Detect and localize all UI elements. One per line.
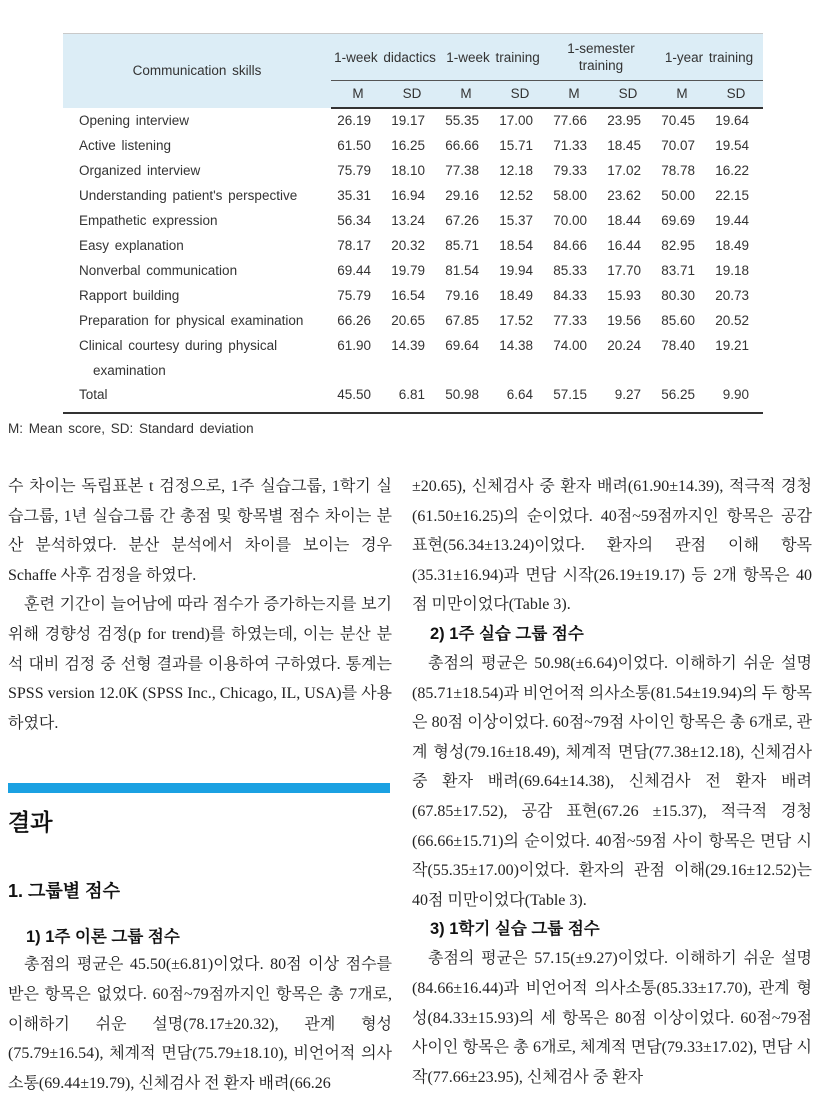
cell-value: 58.00 [553,187,587,203]
cell-value: 79.33 [553,162,587,178]
section-heading: 1. 그룹별 점수 [8,881,120,902]
subheader-sd: SD [601,81,655,108]
cell-value: 17.52 [499,312,533,328]
cell-value: 79.16 [445,287,479,303]
cell-value: 84.66 [553,237,587,253]
cell-value: 61.50 [337,137,371,153]
cell-value: 78.78 [661,162,695,178]
cell-value: 18.49 [499,287,533,303]
cell-value: 78.40 [661,337,695,353]
cell-value: 56.34 [337,212,371,228]
row-label: Active listening [79,137,172,153]
column-header-group: 1-week training [439,34,547,81]
table-total-row [63,383,763,413]
row-label: Empathetic expression [79,212,218,228]
cell-value: 77.38 [445,162,479,178]
cell-value: 9.27 [601,383,655,413]
row-label: Clinical courtesy during physical examination [79,337,278,378]
cell-value: 12.18 [499,162,533,178]
subsection-heading: 1) 1주 이론 그룹 점수 [26,928,180,947]
cell-value: 75.79 [337,287,371,303]
subheader-sd: SD [709,81,763,108]
table-body [63,108,763,413]
cell-value: 18.10 [391,162,425,178]
cell-value: 78.17 [337,237,371,253]
cell-value: 17.00 [499,113,533,128]
cell-value: 15.71 [499,137,533,153]
cell-value: 19.54 [715,137,749,153]
results-heading: 결과 [8,809,53,836]
cell-value: 19.21 [715,337,749,353]
cell-value: 70.07 [661,137,695,153]
cell-value: 69.69 [661,212,695,228]
cell-value: 9.90 [709,383,763,413]
table-row [63,108,763,133]
cell-value: 81.54 [445,262,479,278]
cell-value: 67.85 [445,312,479,328]
cell-value: 26.19 [337,113,371,128]
cell-value: 19.64 [715,113,749,128]
cell-value: 19.94 [499,262,533,278]
cell-value: 16.25 [391,137,425,153]
cell-value: 18.45 [607,137,641,153]
table-row [63,208,763,233]
cell-value: 18.44 [607,212,641,228]
cell-value: 15.37 [499,212,533,228]
table-row [63,183,763,208]
subheader-mean: M [547,81,601,108]
cell-value: 84.33 [553,287,587,303]
cell-value: 85.71 [445,237,479,253]
cell-value: 77.33 [553,312,587,328]
row-label: Easy explanation [79,237,184,253]
cell-value: 23.62 [607,187,641,203]
cell-value: 66.66 [445,137,479,153]
cell-value: 6.81 [385,383,439,413]
cell-value: 6.64 [493,383,547,413]
table-row [63,158,763,183]
body-paragraph: ±20.65), 신체검사 중 환자 배려(61.90±14.39), 적극적 경청(61.50±16.25)의 순이었다. 40점~59점까지인 항목은 공감 표현(56.34±13.24)이었다. 환자의 관점 이해 항목(35.31±16.94)과 면담 시작(26.19±19.17) 등 2개 항목은 40점 미만이었다(Table 3). [412,478,812,614]
cell-value: 16.94 [391,187,425,203]
body-paragraph: 훈련 기간이 늘어남에 따라 점수가 증가하는지를 보기 위해 경향성 검정(p for trend)를 하였는데, 이는 분산 분석 대비 검정 중 선형 결과를 이용하여 구하였다. 통계는 SPSS version 12.0K (SPSS Inc., Chicago, IL, USA)를 사용하였다. [8,596,392,732]
cell-value: 74.00 [553,337,587,353]
cell-value: 14.38 [499,337,533,353]
cell-value: 77.66 [553,113,587,128]
section-divider-bar [8,783,390,793]
row-label: Preparation for physical examination [79,312,304,328]
body-paragraph: 총점의 평균은 57.15(±9.27)이었다. 이해하기 쉬운 설명(84.66±16.44)과 비언어적 의사소통(85.33±17.70), 관계 형성(84.33±15.93)의 세 항목은 80점 이상이었다. 60점~79점 사이인 항목은 총 6개로, 체계적 면담(79.33±17.02), 면담 시작(77.66±23.95), 신체검사 중 환자 [412,950,812,1086]
cell-value: 69.64 [445,337,479,353]
article-right-column [412,472,812,1106]
cell-value: 56.25 [655,383,709,413]
cell-value: 20.32 [391,237,425,253]
cell-value: 16.22 [715,162,749,178]
body-paragraph: 수 차이는 독립표본 t 검정으로, 1주 실습그룹, 1학기 실습그룹, 1년 실습그룹 간 총점 및 항목별 점수 차이는 분산 분석하였다. 분산 분석에서 차이를 보이는 경우 Schaffe 사후 검정을 하였다. [8,478,392,584]
cell-value: 80.30 [661,287,695,303]
subheader-sd: SD [493,81,547,108]
cell-value: 17.70 [607,262,641,278]
row-label: Organized interview [79,162,201,178]
cell-value: 71.33 [553,137,587,153]
cell-value: 29.16 [445,187,479,203]
column-header-skills: Communication skills [63,34,331,108]
table-row [63,283,763,308]
cell-value: 12.52 [499,187,533,203]
cell-value: 18.49 [715,237,749,253]
subsection-heading: 3) 1학기 실습 그룹 점수 [430,920,600,939]
cell-value: 35.31 [337,187,371,203]
row-label: Understanding patient's perspective [79,187,298,203]
table-header [63,34,763,108]
column-header-group: 1-year training [655,34,763,81]
table-row [63,308,763,333]
cell-value: 85.33 [553,262,587,278]
cell-value: 13.24 [391,212,425,228]
subheader-mean: M [655,81,709,108]
cell-value: 16.44 [607,237,641,253]
cell-value: 20.24 [607,337,641,353]
cell-value: 50.00 [661,187,695,203]
cell-value: 67.26 [445,212,479,228]
cell-value: 85.60 [661,312,695,328]
subheader-mean: M [439,81,493,108]
cell-value: 22.15 [715,187,749,203]
cell-value: 16.54 [391,287,425,303]
cell-value: 20.52 [715,312,749,328]
row-label: Opening interview [79,112,190,128]
cell-value: 19.17 [391,113,425,128]
table-row [63,233,763,258]
cell-value: 61.90 [337,337,371,353]
cell-value: 15.93 [607,287,641,303]
scores-table-container [63,33,763,414]
cell-value: 19.79 [391,262,425,278]
column-header-group: 1-semester training [547,34,655,81]
row-label: Nonverbal communication [79,262,238,278]
cell-value: 70.45 [661,113,695,128]
cell-value: 19.18 [715,262,749,278]
table-row [63,333,763,383]
cell-value: 20.65 [391,312,425,328]
cell-value: 55.35 [445,113,479,128]
cell-value: 83.71 [661,262,695,278]
communication-skills-table [63,33,763,414]
article-left-column [8,472,392,1098]
row-label: Total [63,383,331,413]
body-paragraph: 총점의 평균은 50.98(±6.64)이었다. 이해하기 쉬운 설명(85.71±18.54)과 비언어적 의사소통(81.54±19.94)의 두 항목은 80점 이상이었다. 60점~79점 사이인 항목은 총 6개로, 관계 형성(79.16±18.49), 체계적 면담(77.38±12.18), 신체검사 중 환자 배려(69.64±14.38), 신체검사 전 환자 배려(67.85±17.52), 공감 표현(67.26 ±15.37), 적극적 경청(66.66±15.71)의 순이었다. 40점~59점 사이 항목은 면담 시작(55.35±17.00)이었다. 환자의 관점 이해(29.16±12.52)는 40점 미만이었다(Table 3). [412,654,812,909]
cell-value: 50.98 [439,383,493,413]
table-footnote: M: Mean score, SD: Standard deviation [8,421,254,436]
subheader-mean: M [331,81,385,108]
cell-value: 19.56 [607,312,641,328]
cell-value: 18.54 [499,237,533,253]
table-row [63,258,763,283]
table-row [63,133,763,158]
table-group-header-row [63,34,763,81]
subsection-heading: 2) 1주 실습 그룹 점수 [430,624,584,643]
cell-value: 69.44 [337,262,371,278]
subheader-sd: SD [385,81,439,108]
cell-value: 70.00 [553,212,587,228]
cell-value: 19.44 [715,212,749,228]
cell-value: 57.15 [547,383,601,413]
cell-value: 66.26 [337,312,371,328]
cell-value: 14.39 [391,337,425,353]
cell-value: 23.95 [607,113,641,128]
column-header-group: 1-week didactics [331,34,439,81]
body-paragraph: 총점의 평균은 45.50(±6.81)이었다. 80점 이상 점수를 받은 항목은 없었다. 60점~79점까지인 항목은 총 7개로, 이해하기 쉬운 설명(78.17±20.32), 관계 형성(75.79±16.54), 체계적 면담(75.79±18.10), 비언어적 의사소통(69.44±19.79), 신체검사 전 환자 배려(66.26 [8,956,392,1092]
cell-value: 20.73 [715,287,749,303]
cell-value: 45.50 [331,383,385,413]
cell-value: 82.95 [661,237,695,253]
cell-value: 75.79 [337,162,371,178]
cell-value: 17.02 [607,162,641,178]
row-label: Rapport building [79,287,180,303]
